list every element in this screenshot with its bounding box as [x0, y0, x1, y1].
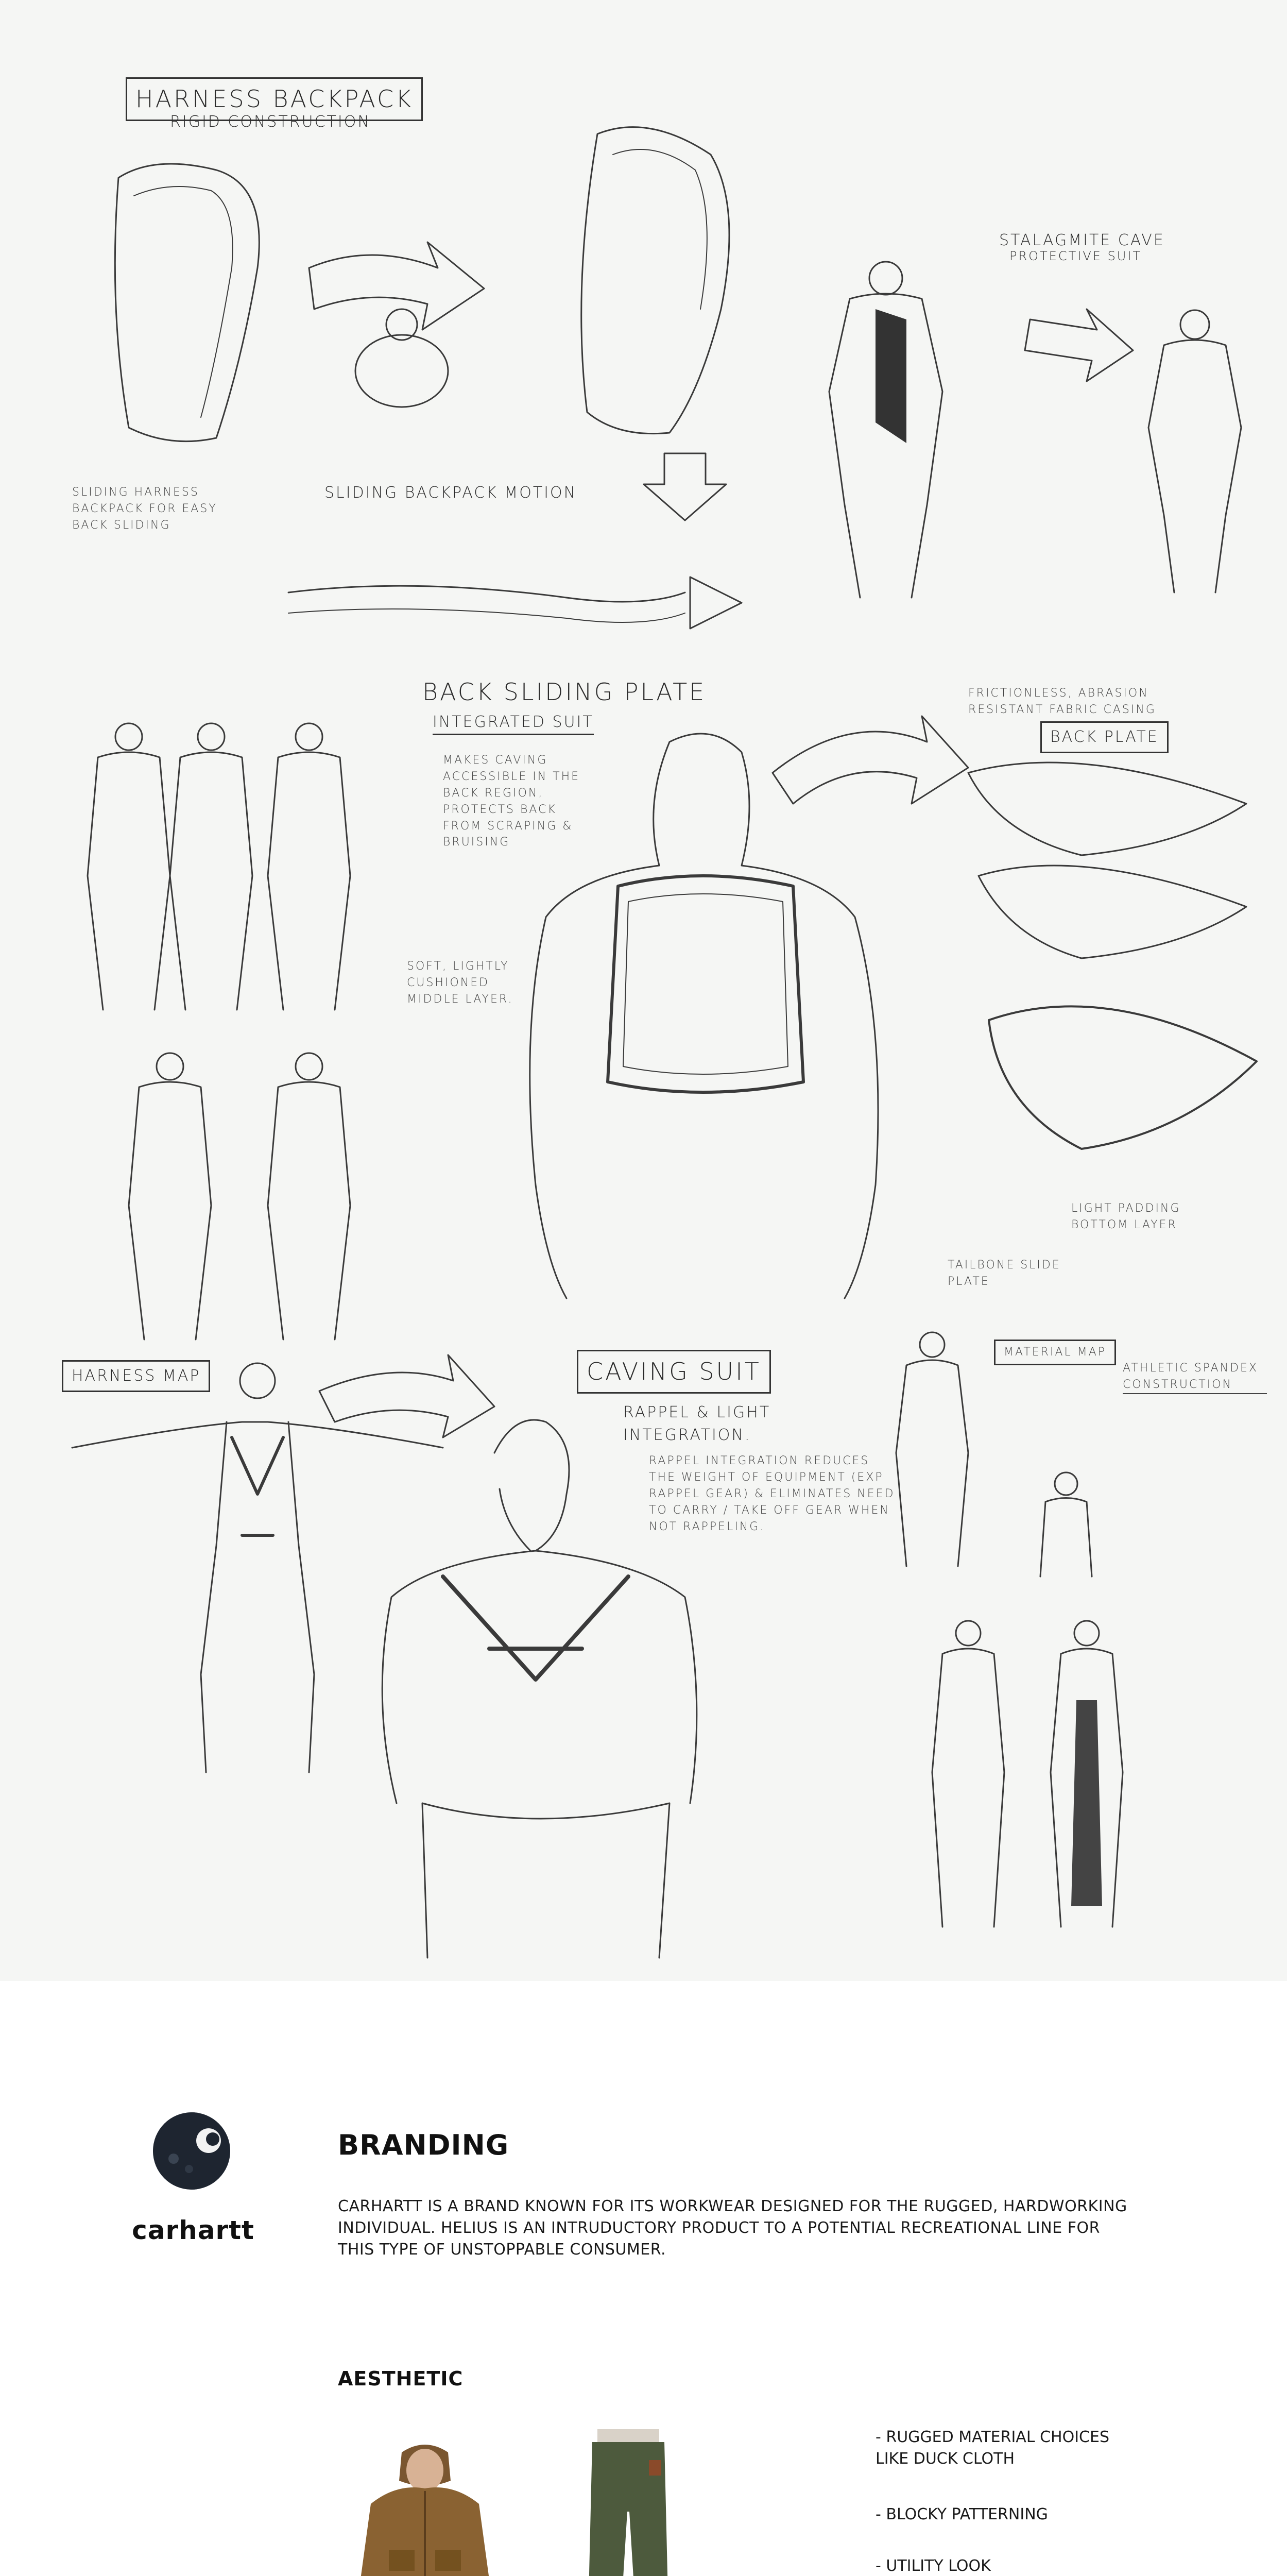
aesthetic-bullet-3: - UTILITY LOOK — [876, 2557, 991, 2575]
athletic-title: ATHLETIC SPANDEX CONSTRUCTION — [1123, 1360, 1267, 1394]
pants-photo — [556, 2429, 700, 2576]
material-map-title: MATERIAL MAP — [994, 1340, 1116, 1365]
stalagmite-title: STALAGMITE CAVE — [999, 231, 1165, 249]
back-plate-title: BACK SLIDING PLATE — [422, 678, 707, 706]
jacket-photo — [340, 2432, 510, 2576]
branding-heading: BRANDING — [338, 2129, 509, 2161]
plate-detail-note: FRICTIONLESS, ABRASION RESISTANT FABRIC CASING — [968, 687, 1156, 716]
carhartt-wordmark: carhartt — [132, 2215, 254, 2245]
aesthetic-heading: AESTHETIC — [338, 2367, 464, 2390]
padding-label: LIGHT PADDING BOTTOM LAYER — [1071, 1202, 1181, 1231]
carhartt-c-logo-icon — [153, 2112, 230, 2190]
harness-map-title: HARNESS MAP — [62, 1360, 210, 1392]
caving-suit-head-sketch — [494, 1420, 569, 1551]
aesthetic-bullet-2: - BLOCKY PATTERNING — [876, 2505, 1048, 2523]
plate-detail-title: BACK PLATE — [1040, 721, 1169, 753]
sliding-note: SLIDING HARNESS BACKPACK FOR EASY BACK SLIDING — [72, 486, 217, 532]
aesthetic-bullet-1: - RUGGED MATERIAL CHOICES LIKE DUCK CLOTH — [876, 2428, 1109, 2468]
backpack-tall-sketch — [581, 127, 729, 434]
plate-detail-layer-label: SOFT, LIGHTLY CUSHIONED MIDDLE LAYER. — [407, 960, 513, 1006]
caving-suit-title: CAVING SUIT — [577, 1350, 771, 1394]
back-plate-subtitle: INTEGRATED SUIT — [433, 711, 594, 735]
caving-suit-note: RAPPEL INTEGRATION REDUCES THE WEIGHT OF EQUIPMENT (EXP RAPPEL GEAR) & ELIMINATES NEED TO CARRY / TAKE OFF GEAR WHEN NOT RAPPELING. — [649, 1454, 895, 1533]
backpack-shell-sketch — [115, 164, 259, 442]
motion-arrow-sketch — [309, 242, 484, 330]
sliding-motion-label: SLIDING BACKPACK MOTION — [324, 484, 577, 502]
stalagmite-subtitle: PROTECTIVE SUIT — [1009, 249, 1142, 263]
harness-backpack-subtitle: RIGID CONSTRUCTION — [170, 113, 371, 131]
back-plate-outline-sketch — [608, 876, 803, 1092]
harness-backpack-title: HARNESS BACKPACK — [126, 77, 423, 121]
branding-body: CARHARTT IS A BRAND KNOWN FOR ITS WORKWEAR DESIGNED FOR THE RUGGED, HARDWORKING INDIVIDUAL. HELIUS IS AN INTRUDUCTORY PRODUCT TO A POTENTIAL RECREATIONAL LINE FOR THIS TYPE OF UNSTOPPABLE CONSUMER. — [338, 2197, 1127, 2259]
tailbone-label: TAILBONE SLIDE PLATE — [948, 1259, 1061, 1288]
caving-suit-subtitle: RAPPEL & LIGHT INTEGRATION. — [623, 1403, 771, 1444]
back-plate-note: MAKES CAVING ACCESSIBLE IN THE BACK REGION, PROTECTS BACK FROM SCRAPING & BRUISING — [443, 754, 580, 849]
